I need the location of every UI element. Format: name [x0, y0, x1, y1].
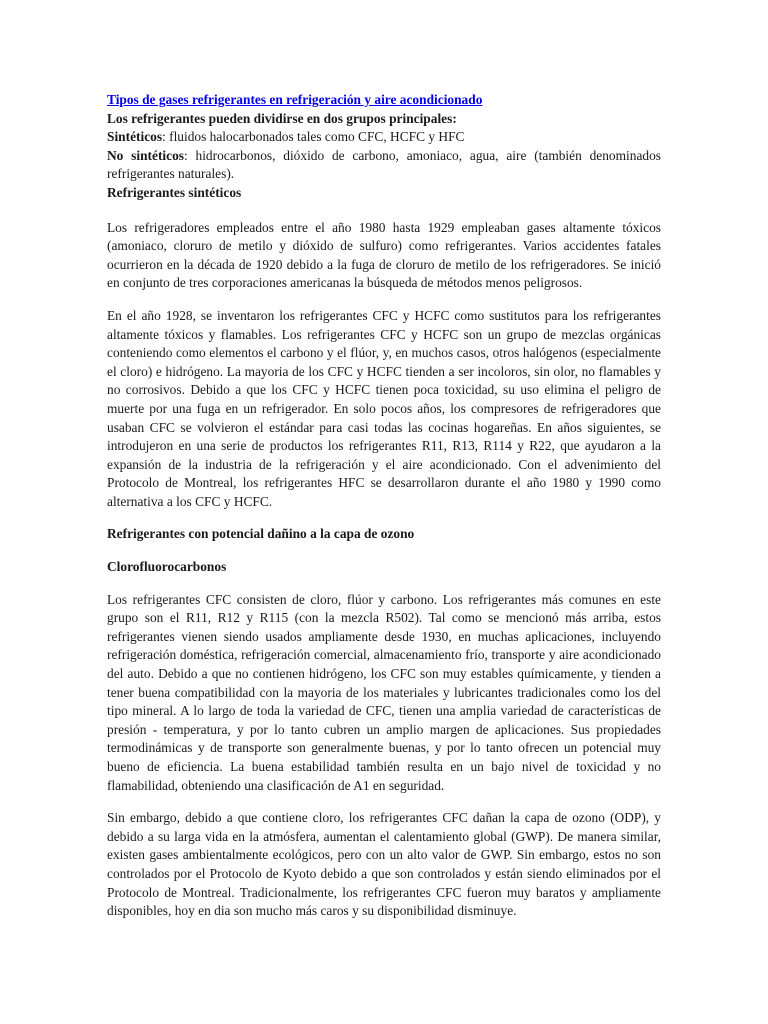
- synthetic-text: : fluidos halocarbonados tales como CFC, HCFC y HFC: [162, 129, 465, 145]
- paragraph-cfc-hcfc: En el año 1928, se inventaron los refrigerantes CFC y HCFC como sustitutos para los refrigerantes altamente tóxicos y flamables. Los refrigerantes CFC y HCFC son un grupo de mezclas orgánicas conteniendo como elementos el carbono y el flúor, y, en muchos casos, otros halógenos (especialmente el cloro) e hidrógeno. La mayoria de los CFC y HCFC tienden a ser incoloros, sin olor, no flamables y no corrosivos. Debido a que los CFC y HCFC tienen poca toxicidad, su uso elimina el peligro de muerte por una fuga en un refrigerador. En solo pocos años, los compresores de refrigeradores que usaban CFC se volvieron el estándar para casi todas las cocinas hogareñas. En años siguientes, se introdujeron en una serie de productos los refrigerantes R11, R13, R114 y R22, que ayudaron a la expansión de la industria de la refrigeración y el aire acondicionado. Con el advenimiento del Protocolo de Montreal, los refrigerantes HFC se desarrollaron durante el año 1980 y 1990 como alternativa a los CFC y HCFC.: [107, 307, 661, 509]
- heading-synthetic-refrigerants: Refrigerantes sintéticos: [107, 184, 242, 200]
- heading-ozone-damage: Refrigerantes con potencial dañino a la capa de ozono: [107, 526, 415, 542]
- synthetic-label: Sintéticos: [107, 129, 163, 145]
- paragraph-cfc-environment: Sin embargo, debido a que contiene cloro, los refrigerantes CFC dañan la capa de ozono (ODP), y debido a su larga vida en la atmósfera, aumentan el calentamiento global (GWP). De manera similar, existen gases ambientalmente ecológicos, pero con un alto valor de GWP. Sin embargo, estos no son controlados por el Protocolo de Kyoto debido a que son controlados y están siendo eliminados por el Protocolo de Montreal. Tradicionalmente, los refrigerantes CFC fueron muy baratos y ampliamente disponibles, hoy en dia son mucho más caros y su disponibilidad disminuye.: [107, 810, 661, 919]
- paragraph-cfc-composition: Los refrigerantes CFC consisten de cloro, flúor y carbono. Los refrigerantes más comunes en este grupo son el R11, R12 y R115 (con la mezcla R502). Tal como se mencionó más arriba, estos refrigerantes vienen siendo usados ampliamente desde 1930, en muchas aplicaciones, incluyendo refrigeración doméstica, refrigeración comercial, almacenamiento frío, transporte y aire acondicionado del auto. Debido a que no contienen hidrógeno, los CFC son muy estables químicamente, y tienden a tener buena compatibilidad con la mayoria de los materiales y lubricantes tradicionales como los del tipo mineral. A lo largo de toda la variedad de CFC, tienen una amplia variedad de características de presión - temperatura, y por lo tanto cubren un amplio margen de aplicaciones. Sus propiedades termodinámicas y de transporte son generalmente buenas, y por lo tanto ofrecen un potencial muy bueno de eficiencia. La buena estabilidad también resulta en un bajo nivel de toxicidad y no flamabilidad, obteniendo una clasificación de A1 en seguridad.: [107, 591, 661, 793]
- paragraph-history: Los refrigeradores empleados entre el año 1980 hasta 1929 empleaban gases altamente tóxicos (amoniaco, cloruro de metilo y dióxido de sulfuro) como refrigerantes. Varios accidentes fatales ocurrieron en la década de 1920 debido a la fuga de cloruro de metilo de los refrigeradores. Se inició en conjunto de tres corporaciones americanas la búsqueda de métodos menos peligrosos.: [107, 219, 661, 291]
- title-line: [107, 91, 661, 110]
- title-link[interactable]: Tipos de gases refrigerantes en refrigeración y aire acondicionado: [107, 92, 483, 107]
- heading-chlorofluorocarbons: Clorofluorocarbonos: [107, 559, 227, 575]
- document-page: [107, 91, 661, 921]
- intro-heading: Los refrigerantes pueden dividirse en dos grupos principales:: [107, 110, 457, 126]
- synthetic-definition: [107, 128, 661, 147]
- nonsynthetic-label: No sintéticos: [107, 147, 184, 163]
- nonsynthetic-text: : hidrocarbonos, dióxido de carbono, amoniaco, agua, aire (también denominados refrigerantes naturales).: [107, 147, 661, 182]
- nonsynthetic-definition: [107, 147, 661, 184]
